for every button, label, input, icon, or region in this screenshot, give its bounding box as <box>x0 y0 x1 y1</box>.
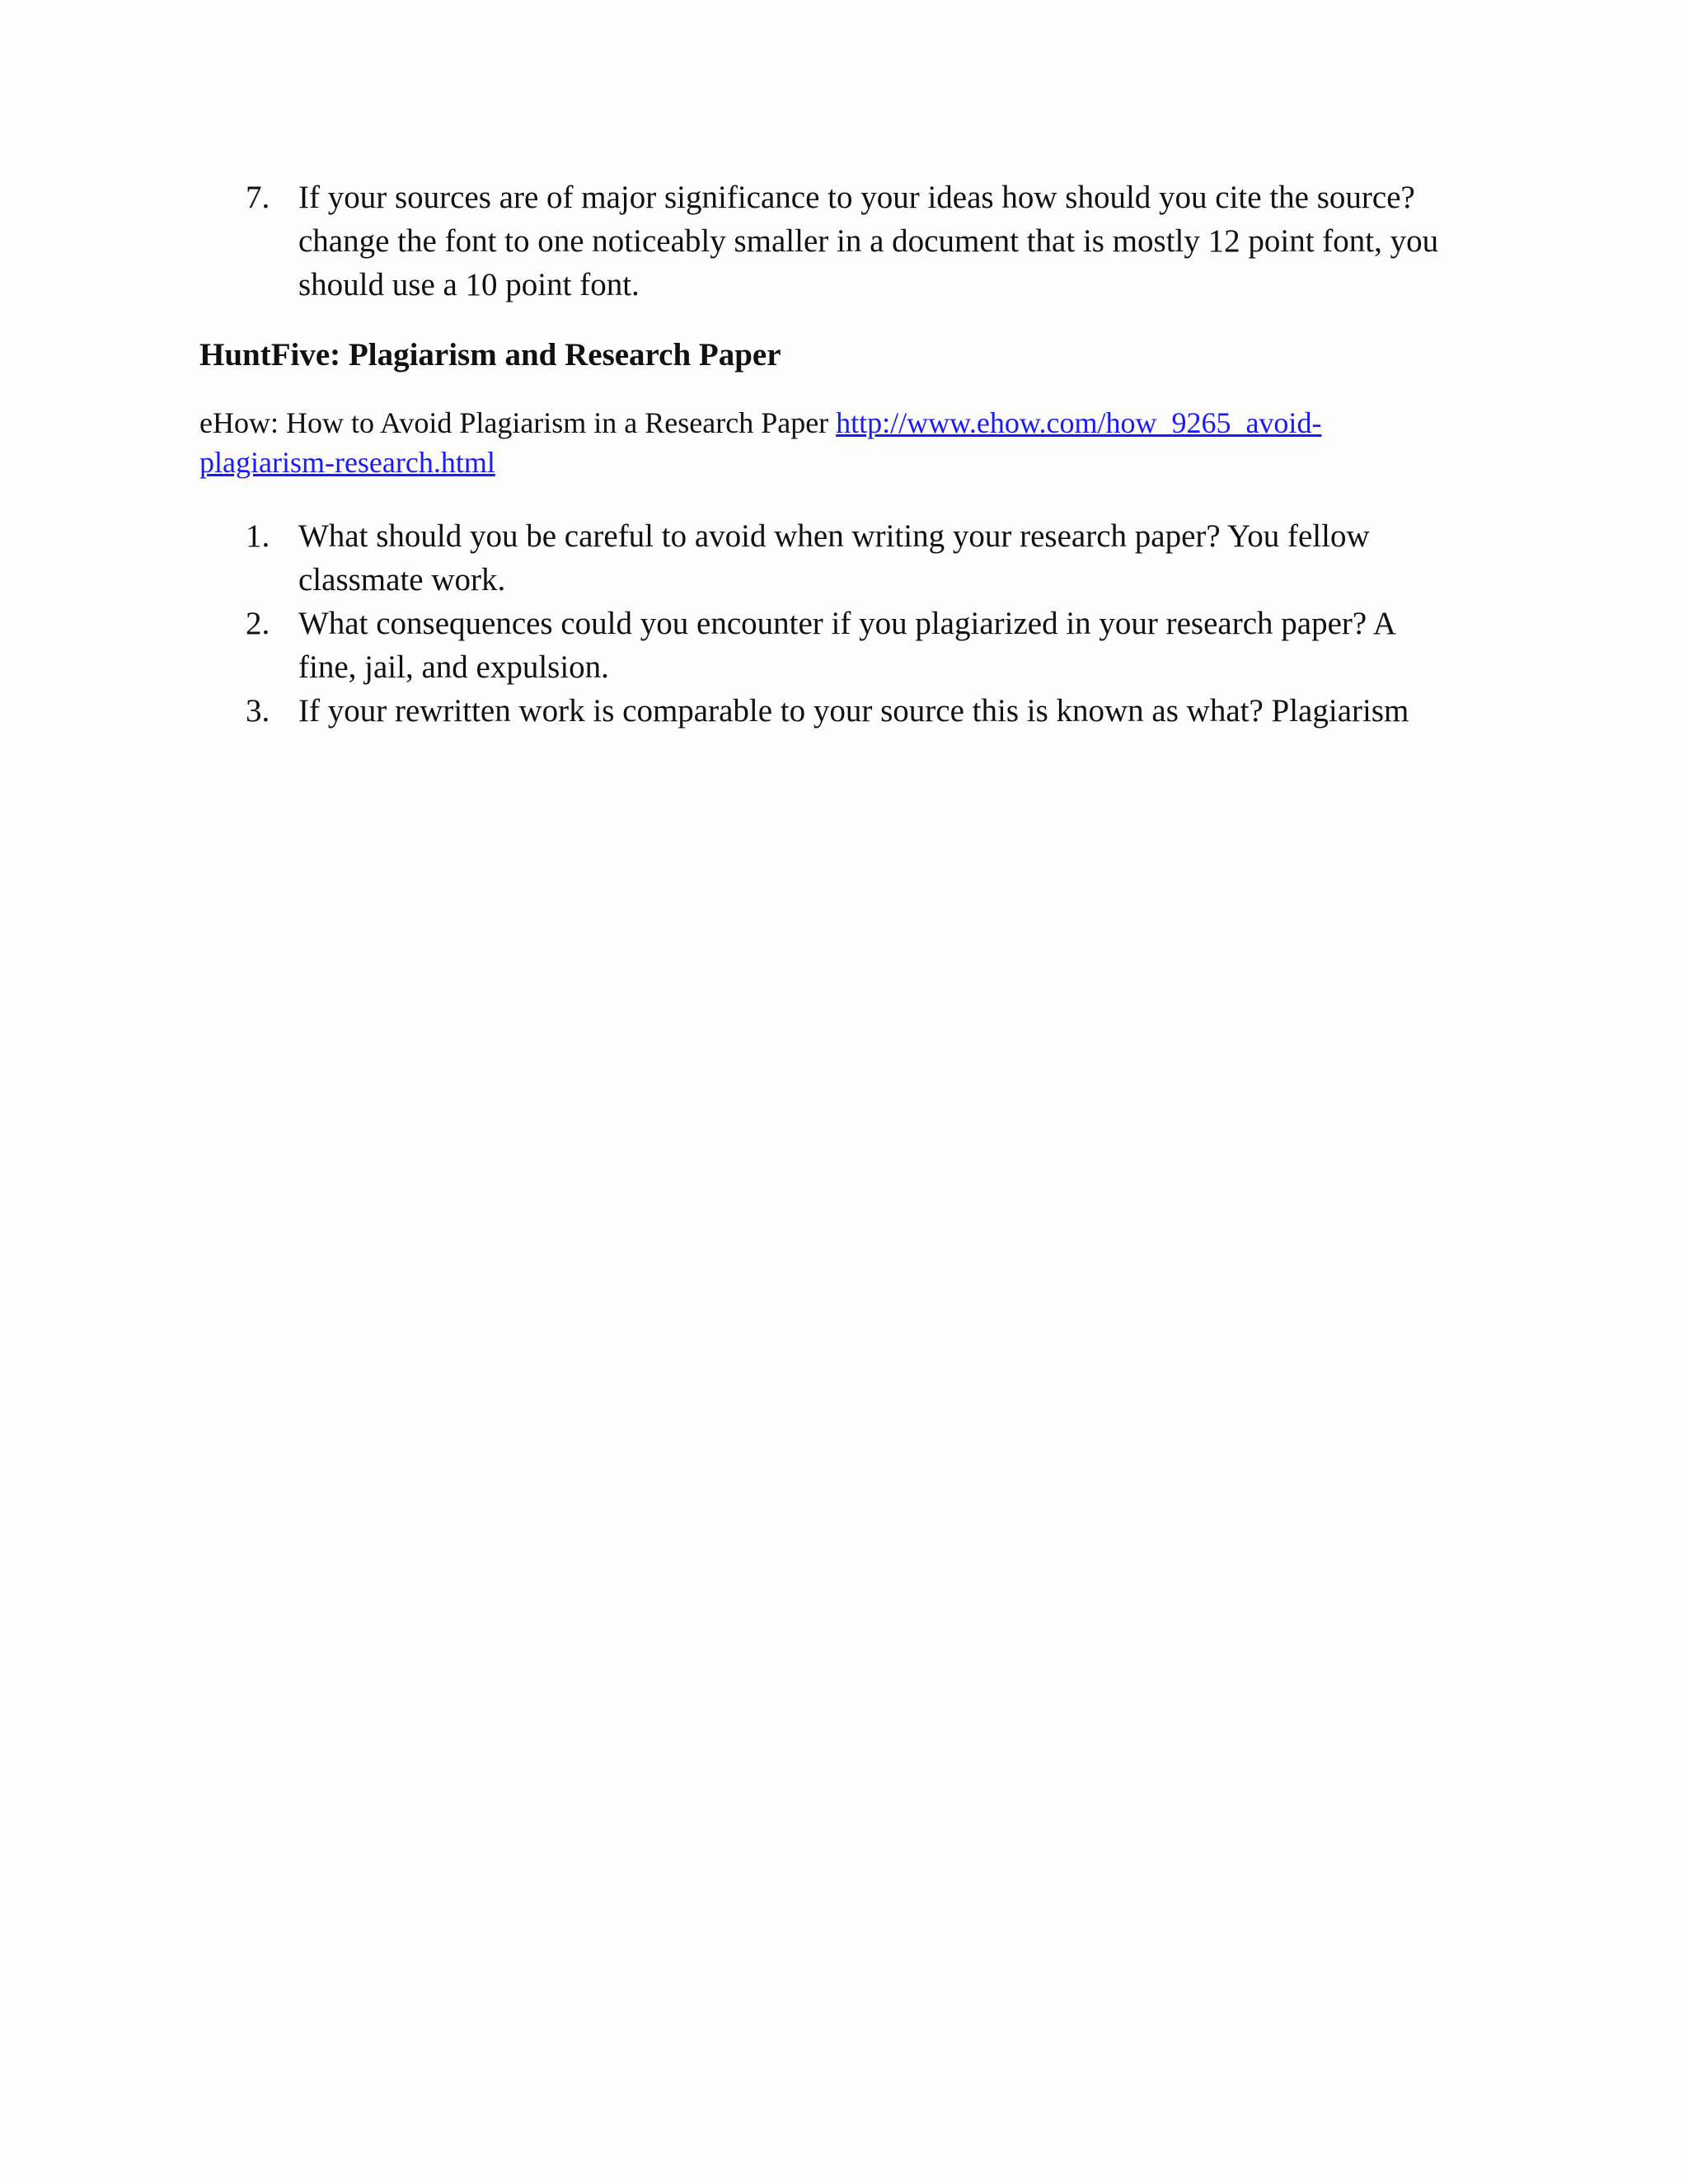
source-link-line1[interactable]: http://www.ehow.com/how_9265_avoid- <box>836 406 1322 439</box>
list-item <box>0 176 1688 307</box>
source-reference <box>199 403 1436 482</box>
list-item-number: 7. <box>246 180 270 215</box>
list-item-number: 2. <box>246 606 270 641</box>
list-item <box>0 514 1688 602</box>
question-list-top <box>0 176 1688 307</box>
list-item-number: 3. <box>246 693 270 729</box>
source-link-line2[interactable]: plagiarism-research.html <box>199 446 495 479</box>
source-label: eHow: How to Avoid Plagiarism in a Research Paper <box>199 406 829 439</box>
list-item <box>0 689 1688 733</box>
list-item-text: What consequences could you encounter if you plagiarized in your research paper? A fine, jail, and expulsion. <box>298 606 1395 685</box>
list-item-text: If your rewritten work is comparable to your source this is known as what? Plagiarism <box>298 693 1409 729</box>
section-heading: HuntFive: Plagiarism and Research Paper <box>199 337 781 373</box>
list-item-number: 1. <box>246 518 270 554</box>
list-item-text: What should you be careful to avoid when writing your research paper? You fellow classmate work. <box>298 518 1370 598</box>
list-item <box>0 602 1688 689</box>
question-list-bottom <box>0 514 1688 733</box>
list-item-text: If your sources are of major significance to your ideas how should you cite the source?change the font to one noticeably smaller in a document that is mostly 12 point font, you should use a 10 point font. <box>298 180 1439 302</box>
